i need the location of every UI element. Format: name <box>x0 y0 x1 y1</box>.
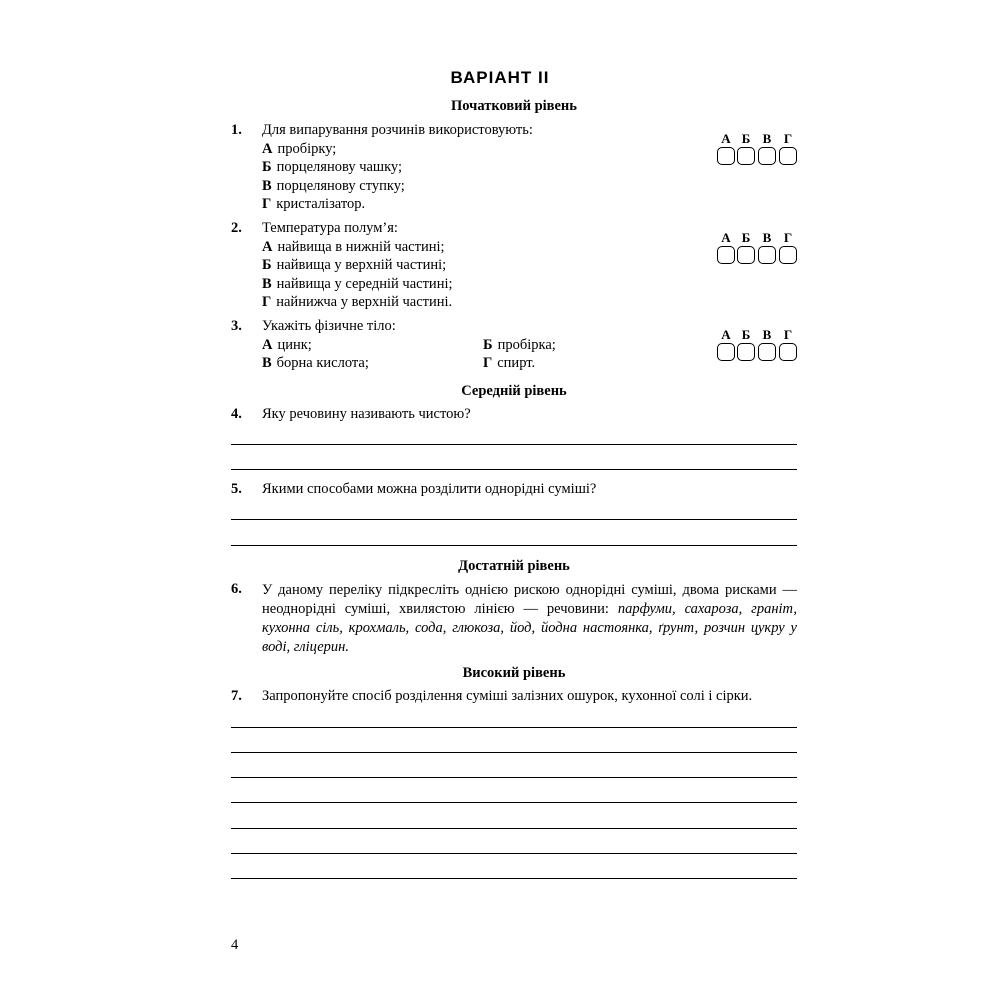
option-letter: В <box>262 178 272 194</box>
answer-grid-q3 <box>716 327 798 365</box>
answer-line[interactable] <box>231 853 797 854</box>
option-text: спирт. <box>497 355 536 371</box>
option-letter: Г <box>262 196 272 212</box>
page-number: 4 <box>231 937 239 953</box>
answer-box-c[interactable] <box>758 343 776 361</box>
question-number-7: 7. <box>231 688 242 704</box>
option-letter: Г <box>262 294 272 310</box>
option-text: кристалізатор. <box>276 196 366 212</box>
answer-line[interactable] <box>231 519 797 520</box>
answer-line[interactable] <box>231 545 797 546</box>
answer-line[interactable] <box>231 802 797 803</box>
answer-letter-d: Г <box>783 230 793 245</box>
question-text-4: Яку речовину називають чистою? <box>262 406 471 422</box>
answer-letter-c: В <box>762 131 772 146</box>
q1-option-a[interactable] <box>262 141 336 158</box>
answer-letter-a: А <box>721 131 731 146</box>
answer-box-a[interactable] <box>717 246 735 264</box>
option-letter: А <box>262 239 273 255</box>
answer-box-b[interactable] <box>737 246 755 264</box>
q3-option-a[interactable] <box>262 337 312 354</box>
level-heading-sufficient: Достатній рівень <box>458 558 570 574</box>
question-text-5: Якими способами можна розділити однорідні суміші? <box>262 481 597 497</box>
level-heading-high: Високий рівень <box>462 665 566 681</box>
option-letter: Б <box>262 159 272 175</box>
answer-letter-b: Б <box>741 327 751 342</box>
answer-line[interactable] <box>231 469 797 470</box>
option-text: пробірку; <box>277 141 337 157</box>
question-number-2: 2. <box>231 220 242 236</box>
question-number-3: 3. <box>231 318 242 334</box>
option-text: найнижча у верхній частині. <box>276 294 453 310</box>
option-text: порцелянову чашку; <box>276 159 403 175</box>
q3-option-d[interactable] <box>483 355 535 372</box>
answer-letter-c: В <box>762 230 772 245</box>
option-letter: Б <box>483 337 493 353</box>
option-letter: В <box>262 355 272 371</box>
q2-option-b[interactable] <box>262 257 446 274</box>
option-letter: А <box>262 337 273 353</box>
question-6-items: парфуми, сахароза, граніт, кухонна сіль, крохмаль, сода, глюкоза, йод, йодна настоянка, ґрунт, розчин цукру у воді, гліцерин. <box>262 601 797 655</box>
q1-option-c[interactable] <box>262 178 405 195</box>
question-text-1: Для випарування розчинів використовують: <box>262 122 533 138</box>
answer-grid-q2 <box>716 230 798 268</box>
answer-letter-b: Б <box>741 230 751 245</box>
answer-box-d[interactable] <box>779 246 797 264</box>
question-number-6: 6. <box>231 581 242 597</box>
option-text: найвища у середній частині; <box>276 276 453 292</box>
option-text: найвища у верхній частині; <box>276 257 447 273</box>
q1-option-d[interactable] <box>262 196 365 213</box>
answer-line[interactable] <box>231 727 797 728</box>
answer-line[interactable] <box>231 777 797 778</box>
q2-option-a[interactable] <box>262 239 445 256</box>
answer-letter-c: В <box>762 327 772 342</box>
answer-letter-d: Г <box>783 327 793 342</box>
answer-box-c[interactable] <box>758 246 776 264</box>
option-letter: А <box>262 141 273 157</box>
answer-letter-a: А <box>721 327 731 342</box>
q2-option-c[interactable] <box>262 276 453 293</box>
option-text: найвища в нижній частині; <box>277 239 445 255</box>
question-text-3: Укажіть фізичне тіло: <box>262 318 396 334</box>
q2-option-d[interactable] <box>262 294 452 311</box>
option-text: пробірка; <box>497 337 556 353</box>
question-text-6 <box>262 581 797 657</box>
answer-line[interactable] <box>231 878 797 879</box>
option-text: цинк; <box>277 337 312 353</box>
answer-box-d[interactable] <box>779 147 797 165</box>
answer-line[interactable] <box>231 752 797 753</box>
q3-option-b[interactable] <box>483 337 556 354</box>
question-text-7: Запропонуйте спосіб розділення суміші залізних ошурок, кухонної солі і сірки. <box>262 688 753 704</box>
answer-line[interactable] <box>231 828 797 829</box>
answer-box-b[interactable] <box>737 147 755 165</box>
q1-option-b[interactable] <box>262 159 402 176</box>
q3-option-c[interactable] <box>262 355 369 372</box>
answer-box-a[interactable] <box>717 147 735 165</box>
option-text: порцелянову ступку; <box>276 178 405 194</box>
answer-box-d[interactable] <box>779 343 797 361</box>
question-text-2: Температура полум’я: <box>262 220 398 236</box>
answer-letter-b: Б <box>741 131 751 146</box>
option-text: борна кислота; <box>276 355 369 371</box>
level-heading-initial: Початковий рівень <box>451 98 577 114</box>
answer-letter-d: Г <box>783 131 793 146</box>
level-heading-middle: Середній рівень <box>461 383 567 399</box>
question-6-instruction: У даному переліку підкресліть однією рискою однорідні суміші, двома рисками — неоднорідні суміші, хвилястою лінією — речовини: <box>262 582 797 617</box>
answer-box-c[interactable] <box>758 147 776 165</box>
answer-line[interactable] <box>231 444 797 445</box>
answer-box-a[interactable] <box>717 343 735 361</box>
option-letter: Б <box>262 257 272 273</box>
question-number-1: 1. <box>231 122 242 138</box>
answer-letter-a: А <box>721 230 731 245</box>
answer-box-b[interactable] <box>737 343 755 361</box>
option-letter: В <box>262 276 272 292</box>
question-number-5: 5. <box>231 481 242 497</box>
option-letter: Г <box>483 355 493 371</box>
answer-grid-q1 <box>716 131 798 169</box>
question-number-4: 4. <box>231 406 242 422</box>
page-title: ВАРІАНТ ІІ <box>450 68 550 87</box>
